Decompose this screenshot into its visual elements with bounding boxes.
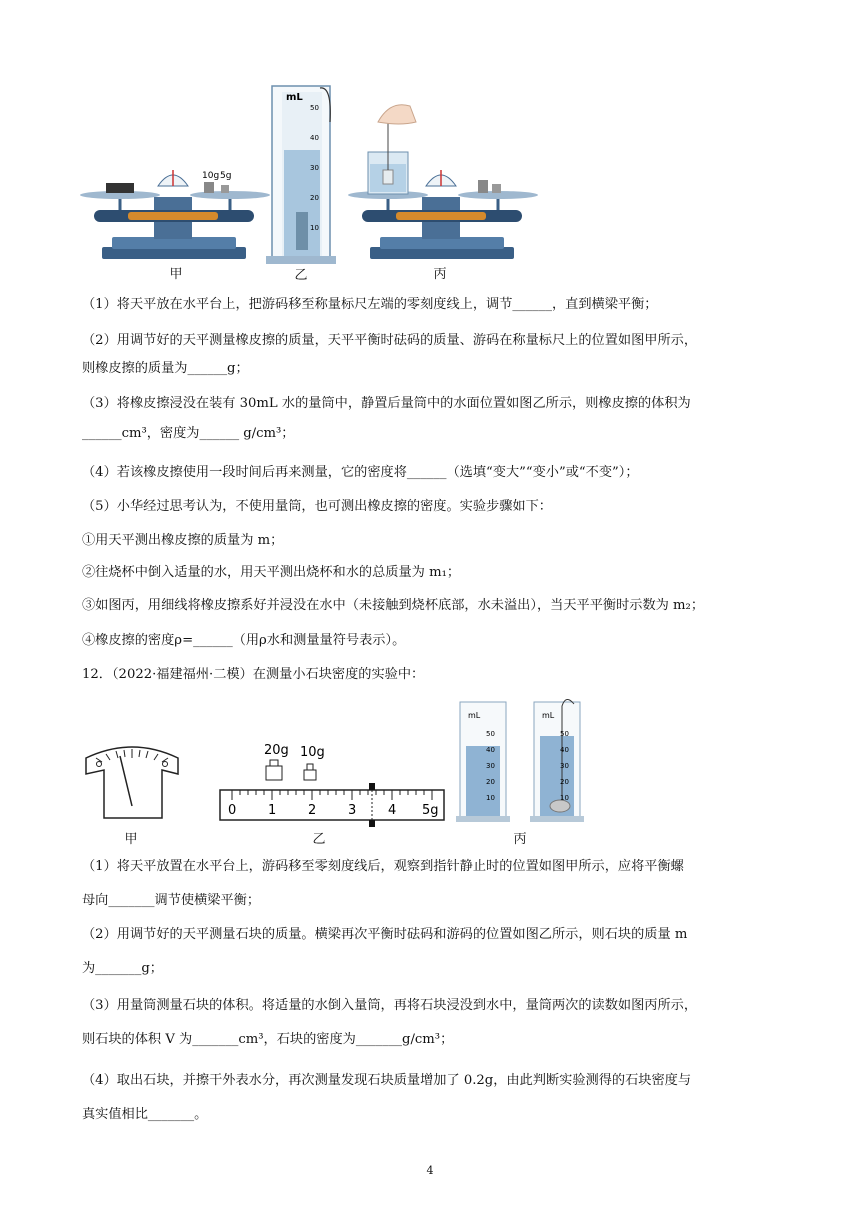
q11-line-7: （5）小华经过思考认为，不使用量筒，也可测出橡皮擦的密度。实验步骤如下： xyxy=(82,499,552,514)
cyl1-tick-10: 10 xyxy=(486,794,495,802)
q11-line-4: （3）将橡皮擦浸没在装有 30mL 水的量筒中，静置后量筒中的水面位置如图乙所示，则橡皮擦的体积为 xyxy=(82,396,691,411)
figure-2 xyxy=(82,696,602,828)
page-number: 4 xyxy=(426,1164,434,1177)
ruler-tick-4: 4 xyxy=(388,803,397,818)
fig2-label-jia: 甲 xyxy=(124,832,138,847)
q12-line-5: （3）用量筒测量石块的体积。将适量的水倒入量筒，再将石块浸没到水中，量筒两次的读数如图丙所示， xyxy=(82,998,698,1013)
ruler-tick-1: 1 xyxy=(268,803,277,818)
cyl1-tick-30: 30 xyxy=(486,762,495,770)
ruler-tick-5g: 5g xyxy=(422,803,439,818)
balance-jia xyxy=(80,170,270,259)
fig1-label-bing: 丙 xyxy=(433,267,447,282)
cyl2-tick-20: 20 xyxy=(560,778,569,786)
q12-line-7: （4）取出石块，并擦干外表水分，再次测量发现石块质量增加了 0.2g，由此判断实验测得的石块密度与 xyxy=(82,1073,692,1088)
q11-line-1: （1）将天平放在水平台上，把游码移至称量标尺左端的零刻度线上，调节______，直到横梁平衡； xyxy=(82,297,658,312)
ruler-tick-2: 2 xyxy=(308,803,317,818)
graduated-cylinder-yi xyxy=(266,86,336,264)
fig2-label-yi: 乙 xyxy=(312,832,326,847)
fig2-label-bing: 丙 xyxy=(513,832,527,847)
weight-label-5g: 5g xyxy=(220,171,232,181)
q11-line-5: ______cm³，密度为______ g/cm³； xyxy=(82,426,295,441)
weight-label-10g-2: 10g xyxy=(300,745,325,760)
q11-line-2: （2）用调节好的天平测量橡皮擦的质量，天平平衡时砝码的质量、游码在称量标尺上的位置如图甲所示， xyxy=(82,333,698,348)
cylinder-tick-40: 40 xyxy=(310,134,319,142)
ruler-tick-0: 0 xyxy=(228,803,237,818)
q12-line-6: 则石块的体积 V 为_______cm³，石块的密度为_______g/cm³； xyxy=(82,1032,454,1047)
cyl1-unit: mL xyxy=(468,711,481,720)
weight-label-20g: 20g xyxy=(264,743,289,758)
q11-line-8: ①用天平测出橡皮擦的质量为 m； xyxy=(82,533,284,548)
cylinder-tick-10: 10 xyxy=(310,224,319,232)
q12-line-1: （1）将天平放置在水平台上，游码移至零刻度线后，观察到指针静止时的位置如图甲所示，应将平衡螺 xyxy=(82,859,684,874)
cyl2-tick-50: 50 xyxy=(560,730,569,738)
ruler-tick-3: 3 xyxy=(348,803,357,818)
q11-line-3: 则橡皮擦的质量为______g； xyxy=(82,361,249,376)
cyl2-tick-40: 40 xyxy=(560,746,569,754)
cylinder-tick-50: 50 xyxy=(310,104,319,112)
q11-line-9: ②往烧杯中倒入适量的水，用天平测出烧杯和水的总质量为 m₁； xyxy=(82,565,461,580)
fig1-label-yi: 乙 xyxy=(294,268,308,283)
cylinder-tick-30: 30 xyxy=(310,164,319,172)
weight-label-10g: 10g xyxy=(202,171,220,181)
cyl2-tick-10: 10 xyxy=(560,794,569,802)
pointer-scale-jia xyxy=(86,747,178,818)
cylinder-unit: mL xyxy=(286,92,303,103)
q11-line-10: ③如图丙，用细线将橡皮擦系好并浸没在水中（未接触到烧杯底部，水未溢出），当天平平衡时示数为 m₂； xyxy=(82,598,705,613)
figure-1 xyxy=(80,82,540,282)
cyl2-tick-30: 30 xyxy=(560,762,569,770)
cyl2-unit: mL xyxy=(542,711,555,720)
rider-ruler-yi xyxy=(220,743,444,827)
cyl1-tick-20: 20 xyxy=(486,778,495,786)
balance-bing xyxy=(348,105,538,259)
q11-line-6: （4）若该橡皮擦使用一段时间后再来测量，它的密度将______（选填“变大”“变小”或“不变”）； xyxy=(82,465,639,480)
fig1-label-jia: 甲 xyxy=(169,267,183,282)
cyl1-tick-40: 40 xyxy=(486,746,495,754)
q12-line-8: 真实值相比_______。 xyxy=(82,1107,208,1122)
q12-line-3: （2）用调节好的天平测量石块的质量。横梁再次平衡时砝码和游码的位置如图乙所示，则石块的质量 m xyxy=(82,927,688,942)
q12-line-4: 为_______g； xyxy=(82,961,163,976)
cylinders-bing xyxy=(456,699,584,822)
q12-line-2: 母向_______调节使横梁平衡； xyxy=(82,893,261,908)
cyl1-tick-50: 50 xyxy=(486,730,495,738)
q11-line-11: ④橡皮擦的密度ρ=______（用ρ水和测量量符号表示）。 xyxy=(82,633,406,648)
q12-title: 12．（2022·福建福州·二模）在测量小石块密度的实验中： xyxy=(82,667,425,682)
cylinder-tick-20: 20 xyxy=(310,194,319,202)
